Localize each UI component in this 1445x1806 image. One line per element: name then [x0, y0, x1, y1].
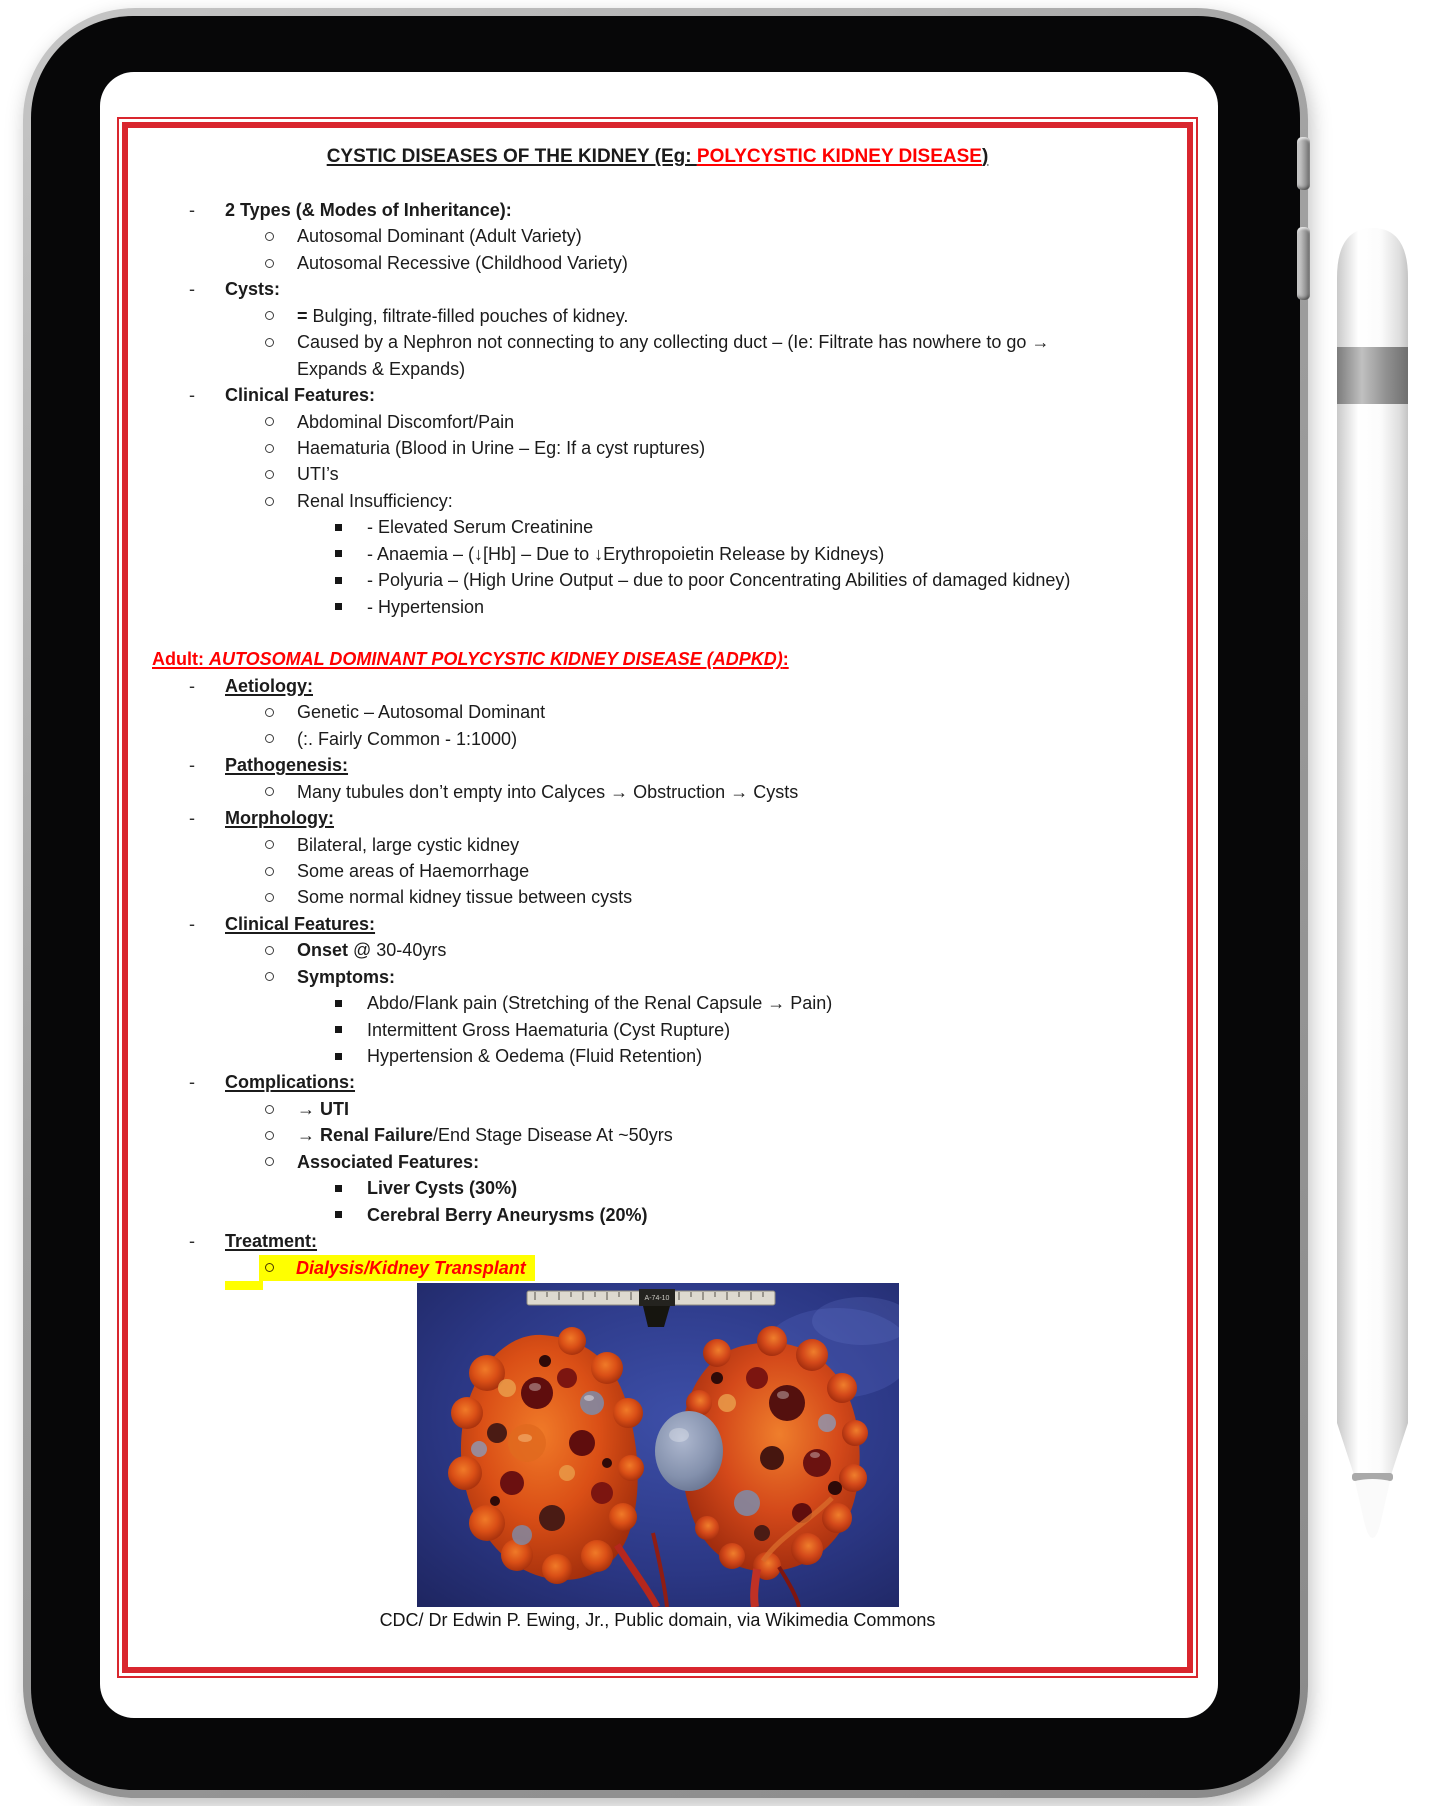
text-segment: Expands & Expands): [297, 358, 466, 379]
doc-line: [128, 1069, 1187, 1095]
bullet-square-icon: [335, 567, 342, 593]
text-segment: → Renal Failure: [297, 1125, 434, 1146]
kidney-specimen-photo: [417, 1283, 899, 1607]
line-text: [297, 435, 705, 461]
bullet-square-icon: [335, 594, 342, 620]
line-text: [367, 1202, 647, 1228]
bullet-square-icon: [335, 541, 342, 567]
document-page-border: [117, 117, 1198, 1678]
line-text: [297, 329, 1049, 355]
text-segment: Abdo/Flank pain (Stretching of the Renal Capsule → Pain): [367, 993, 833, 1014]
bullet-circle-icon: [265, 832, 274, 858]
text-segment: Caused by a Nephron not connecting to any collecting duct – (Ie: Filtrate has nowhere to go →: [297, 332, 1050, 353]
text-segment: Cysts:: [225, 279, 281, 300]
doc-line: [128, 779, 1187, 805]
bullet-circle-icon: [265, 964, 274, 990]
line-text: [225, 752, 348, 778]
doc-line: [128, 276, 1187, 302]
doc-line: [128, 1096, 1187, 1122]
doc-line: [128, 1017, 1187, 1043]
text-segment: Genetic – Autosomal Dominant: [297, 702, 546, 723]
text-segment: =: [297, 305, 313, 326]
text-segment: Complications:: [225, 1072, 356, 1093]
text-segment: Autosomal Recessive (Childhood Variety): [297, 252, 628, 273]
line-text: [225, 1228, 317, 1254]
doc-line: [128, 461, 1187, 487]
doc-line: [128, 858, 1187, 884]
text-segment: Pathogenesis:: [225, 755, 349, 776]
bullet-circle-icon: [265, 488, 274, 514]
text-segment: Bulging, filtrate-filled pouches of kidney.: [312, 305, 629, 326]
text-segment: - Polyuria – (High Urine Output – due to poor Concentrating Abilities of damaged kidney): [367, 570, 1071, 591]
bullet-dash-icon: -: [189, 1230, 195, 1251]
bullet-circle-icon: [265, 461, 274, 487]
text-segment: (:. Fairly Common - 1:1000): [297, 728, 518, 749]
line-text: [367, 1175, 517, 1201]
doc-line: [128, 594, 1187, 620]
bullet-circle-icon: [265, 1096, 274, 1122]
line-text: [297, 250, 628, 276]
bullet-square-icon: [335, 1043, 342, 1069]
text-segment: Liver Cysts (30%): [367, 1178, 518, 1199]
bullet-circle-icon: [265, 409, 274, 435]
text-segment: Dialysis/Kidney Transplant: [296, 1257, 526, 1278]
bullet-square-icon: [335, 990, 342, 1016]
line-text: [225, 805, 334, 831]
text-segment: - Elevated Serum Creatinine: [367, 517, 594, 538]
bullet-circle-icon: [265, 1149, 274, 1175]
line-text: [225, 382, 375, 408]
line-text: [297, 937, 446, 963]
doc-line: [128, 937, 1187, 963]
text-segment: ): [981, 146, 989, 167]
doc-line: [128, 884, 1187, 910]
doc-line: [128, 990, 1187, 1016]
line-text: [297, 964, 395, 990]
bullet-dash-icon: -: [189, 675, 195, 696]
text-segment: Intermittent Gross Haematuria (Cyst Rupture): [367, 1019, 731, 1040]
bullet-dash-icon: -: [189, 1072, 195, 1093]
page-title: [128, 144, 1187, 170]
line-text: [297, 1149, 479, 1175]
text-segment: @ 30-40yrs: [348, 940, 447, 961]
volume-down-button[interactable]: [1297, 227, 1310, 300]
bullet-circle-icon: [265, 884, 274, 910]
text-segment: - Anaemia – (↓[Hb] – Due to ↓Erythropoietin Release by Kidneys): [367, 543, 885, 564]
pencil-body: [1337, 228, 1408, 1475]
bullet-dash-icon: -: [189, 384, 195, 405]
line-text: [297, 779, 798, 805]
document-page: [122, 122, 1193, 1673]
doc-line: [128, 541, 1187, 567]
text-segment: Hypertension & Oedema (Fluid Retention): [367, 1046, 703, 1066]
pencil-band: [1337, 347, 1408, 404]
large-grey-cyst: [655, 1411, 723, 1491]
doc-line: [128, 805, 1187, 831]
doc-line: [128, 646, 1187, 672]
text-segment: Associated Features:: [297, 1151, 480, 1172]
doc-line: [128, 699, 1187, 725]
doc-line: [128, 1122, 1187, 1148]
bullet-circle-icon: [265, 858, 274, 884]
text-segment: AUTOSOMAL DOMINANT POLYCYSTIC KIDNEY DISEASE (ADPKD): [208, 649, 783, 670]
doc-line: [128, 1202, 1187, 1228]
doc-line: [128, 752, 1187, 778]
text-segment: Aetiology:: [225, 675, 313, 696]
bullet-dash-icon: -: [189, 807, 195, 828]
line-text: [225, 197, 512, 223]
bullet-dash-icon: -: [189, 754, 195, 775]
text-segment: Some areas of Haemorrhage: [297, 860, 530, 881]
ruler-label: A-74-10: [644, 1294, 669, 1302]
text-segment: UTI’s: [297, 464, 339, 485]
line-text: [297, 832, 519, 858]
line-text: [367, 1043, 702, 1069]
text-segment: Clinical Features:: [225, 385, 376, 406]
bullet-circle-icon: [265, 250, 274, 276]
doc-line: [128, 197, 1187, 223]
bullet-circle-icon: [265, 937, 274, 963]
notes-list: [128, 197, 1187, 1281]
doc-line: [128, 673, 1187, 699]
stylus-pencil: [1335, 226, 1410, 1542]
doc-line: [128, 832, 1187, 858]
line-text: [152, 646, 789, 672]
bullet-square-icon: [335, 1017, 342, 1043]
text-segment: Clinical Features:: [225, 913, 376, 934]
doc-line: [128, 514, 1187, 540]
doc-line: [128, 964, 1187, 990]
text-segment: POLYCYSTIC KIDNEY DISEASE: [696, 146, 982, 167]
bullet-circle-icon: [265, 303, 274, 329]
line-text: [297, 461, 339, 487]
line-text: [225, 276, 280, 302]
text-segment: Symptoms:: [297, 966, 396, 987]
line-text: [297, 356, 465, 382]
doc-line: [128, 726, 1187, 752]
text-segment: Many tubules don’t empty into Calyces → Obstruction → Cysts: [297, 781, 799, 802]
doc-line: [128, 223, 1187, 249]
text-segment: Morphology:: [225, 808, 334, 829]
doc-line: [128, 303, 1187, 329]
doc-line: [128, 329, 1187, 355]
line-text: [297, 726, 517, 752]
doc-line: [128, 382, 1187, 408]
doc-line: [128, 1255, 1187, 1281]
line-text: [367, 567, 1070, 593]
line-text: [367, 541, 884, 567]
bullet-circle-icon: [265, 1263, 274, 1272]
text-segment: Adult:: [152, 649, 209, 670]
text-segment: Bilateral, large cystic kidney: [297, 834, 520, 855]
doc-line: [128, 567, 1187, 593]
line-text: [225, 1069, 355, 1095]
bullet-dash-icon: -: [189, 199, 195, 220]
line-text: [297, 699, 545, 725]
doc-line: [128, 356, 1187, 382]
line-text: [225, 911, 375, 937]
title-gap: [128, 170, 1187, 197]
bullet-circle-icon: [265, 1122, 274, 1148]
text-segment: Treatment:: [225, 1231, 318, 1252]
bullet-square-icon: [335, 1175, 342, 1201]
line-text: [297, 884, 632, 910]
image-caption: CDC/ Dr Edwin P. Ewing, Jr., Public domain, via Wikimedia Commons: [379, 1609, 936, 1630]
text-segment: /End Stage Disease At ~50yrs: [433, 1125, 673, 1146]
line-text: [367, 990, 832, 1016]
bullet-circle-icon: [265, 223, 274, 249]
text-segment: Autosomal Dominant (Adult Variety): [297, 226, 582, 247]
pencil-tip: [1355, 1479, 1390, 1538]
doc-line: [128, 435, 1187, 461]
doc-line: [128, 250, 1187, 276]
bullet-dash-icon: -: [189, 913, 195, 934]
blank-line: [128, 620, 1187, 646]
doc-line: [128, 409, 1187, 435]
text-segment: :: [782, 649, 789, 670]
line-text: [297, 409, 514, 435]
doc-line: [128, 1149, 1187, 1175]
bullet-circle-icon: [265, 779, 274, 805]
bullet-circle-icon: [265, 329, 274, 355]
doc-line: [128, 911, 1187, 937]
text-segment: CYSTIC DISEASES OF THE KIDNEY (Eg:: [326, 146, 697, 167]
tablet-screen[interactable]: [100, 72, 1218, 1718]
text-segment: - Hypertension: [367, 596, 485, 617]
bullet-circle-icon: [265, 435, 274, 461]
text-segment: Haematuria (Blood in Urine – Eg: If a cyst ruptures): [297, 437, 706, 458]
volume-up-button[interactable]: [1297, 137, 1310, 190]
line-text: [297, 858, 529, 884]
line-text: [225, 673, 313, 699]
text-segment: Abdominal Discomfort/Pain: [297, 411, 515, 432]
doc-line: [128, 1228, 1187, 1254]
doc-line: [128, 1175, 1187, 1201]
bullet-circle-icon: [265, 699, 274, 725]
line-text: [367, 594, 484, 620]
bullet-square-icon: [335, 514, 342, 540]
text-segment: Some normal kidney tissue between cysts: [297, 887, 633, 908]
bullet-circle-icon: [265, 726, 274, 752]
text-segment: 2 Types (& Modes of Inheritance):: [225, 200, 512, 220]
document-content: [128, 128, 1187, 1667]
line-text: [297, 1096, 349, 1122]
text-segment: Cerebral Berry Aneurysms (20%): [367, 1204, 648, 1225]
highlighted-text: [259, 1255, 535, 1281]
text-segment: → UTI: [297, 1098, 349, 1119]
text-segment: Onset: [297, 940, 349, 961]
line-text: [367, 514, 593, 540]
bullet-square-icon: [335, 1202, 342, 1228]
text-segment: Renal Insufficiency:: [297, 490, 453, 511]
bullet-dash-icon: -: [189, 279, 195, 300]
line-text: [297, 303, 628, 329]
line-text: [297, 1122, 673, 1148]
line-text: [297, 223, 582, 249]
doc-line: [128, 488, 1187, 514]
line-text: [367, 1017, 730, 1043]
line-text: [297, 488, 453, 514]
doc-line: [128, 1043, 1187, 1069]
